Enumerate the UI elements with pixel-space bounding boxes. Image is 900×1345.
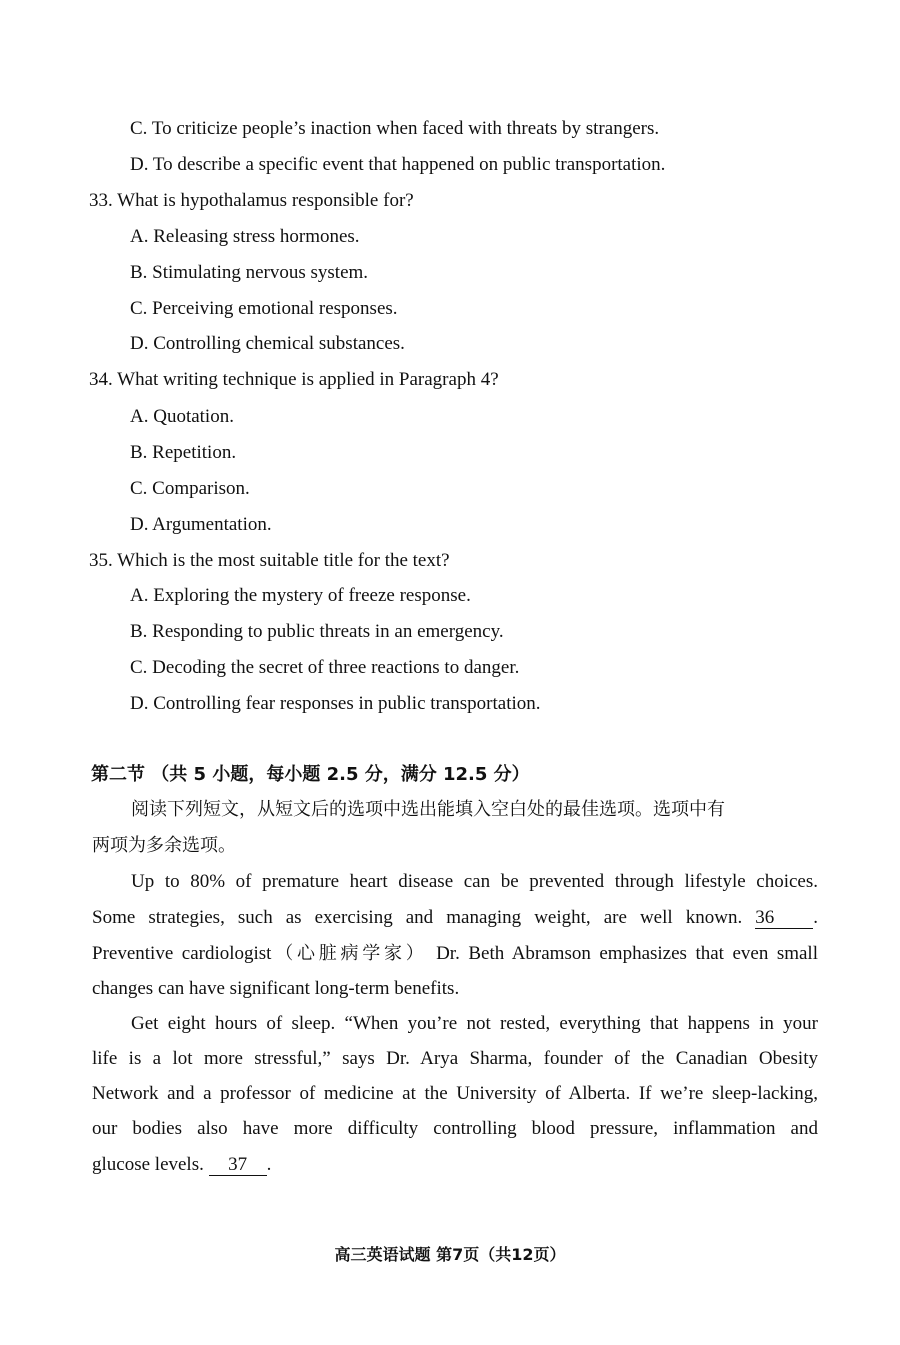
passage-p2-line1: Get eight hours of sleep. “When you’re not rested, everything that happens in your <box>131 1013 818 1034</box>
q33-stem: 33. What is hypothalamus responsible for? <box>89 190 414 211</box>
passage-p2-line4: our bodies also have more difficulty controlling blood pressure, inflammation and <box>92 1118 818 1139</box>
q35-option-d: D. Controlling fear responses in public transportation. <box>130 693 541 714</box>
q33-option-d: D. Controlling chemical substances. <box>130 333 405 354</box>
q34-option-c: C. Comparison. <box>130 478 250 499</box>
q33-option-c: C. Perceiving emotional responses. <box>130 298 398 319</box>
section-instruction-line2: 两项为多余选项。 <box>92 835 236 856</box>
q34-stem: 34. What writing technique is applied in Paragraph 4? <box>89 369 499 390</box>
section-heading: 第二节 （共 5 小题，每小题 2.5 分，满分 12.5 分） <box>91 764 530 785</box>
q34-option-d: D. Argumentation. <box>130 514 272 535</box>
passage-p2-line5: glucose levels. 37 . <box>92 1154 272 1175</box>
q33-option-b: B. Stimulating nervous system. <box>130 262 369 283</box>
q35-option-b: B. Responding to public threats in an emergency. <box>130 621 504 642</box>
passage-p1-line3-chinese: （心脏病学家） <box>271 943 428 964</box>
passage-p1-line3-a: Preventive cardiologist <box>92 943 272 964</box>
q34-option-a: A. Quotation. <box>130 406 234 427</box>
passage-p1-line3-b: Dr. Beth Abramson emphasizes that even small <box>436 943 818 964</box>
q35-stem: 35. Which is the most suitable title for the text? <box>89 550 450 571</box>
passage-p1-line3 <box>92 942 818 966</box>
q34-option-b: B. Repetition. <box>130 442 237 463</box>
blank-37: 37 <box>209 1155 267 1176</box>
passage-p1-line2: Some strategies, such as exercising and managing weight, are well known. 36 . <box>92 907 819 928</box>
q35-option-a: A. Exploring the mystery of freeze response. <box>130 585 471 606</box>
q33-option-a: A. Releasing stress hormones. <box>130 226 360 247</box>
page-footer: 高三英语试题 第7页（共12页） <box>334 1245 566 1264</box>
blank-36: 36 <box>755 908 813 929</box>
passage-p1-line2-text: Some strategies, such as exercising and managing weight, are well known. <box>92 907 743 928</box>
passage-p1-line4: changes can have significant long-term benefits. <box>92 978 460 999</box>
passage-p2-line2: life is a lot more stressful,” says Dr. Arya Sharma, founder of the Canadian Obesity <box>92 1048 818 1069</box>
q35-option-c: C. Decoding the secret of three reactions to danger. <box>130 657 520 678</box>
passage-p2-line5-text: glucose levels. <box>92 1154 204 1175</box>
q32-option-d: D. To describe a specific event that happened on public transportation. <box>130 154 666 175</box>
passage-p1-line1: Up to 80% of premature heart disease can be prevented through lifestyle choices. <box>131 871 818 892</box>
passage-p2-line3: Network and a professor of medicine at the University of Alberta. If we’re sleep-lacking, <box>92 1083 818 1104</box>
q32-option-c: C. To criticize people’s inaction when faced with threats by strangers. <box>130 118 660 139</box>
section-instruction-line1: 阅读下列短文，从短文后的选项中选出能填入空白处的最佳选项。选项中有 <box>131 799 725 820</box>
